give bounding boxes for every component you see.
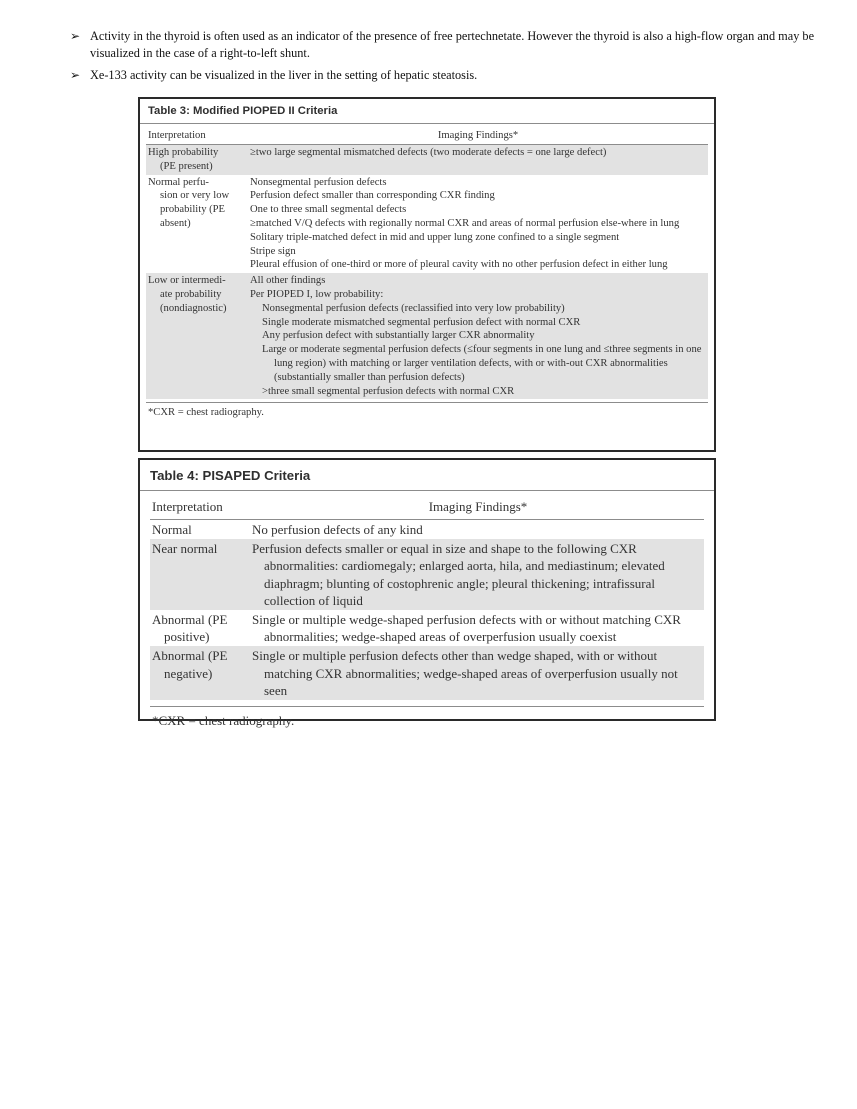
interpretation-line: positive) <box>164 629 210 645</box>
sub-finding-item: Large or moderate segmental perfusion defects (≤four segments in one lung and ≤three segments in one lung region) with matching or larger ventilation defects, with or with-out CXR abnormalities (substantially smaller than perfusion defects) <box>262 344 702 383</box>
interpretation-line: Near normal <box>152 541 218 557</box>
header-interpretation: Interpretation <box>152 499 223 514</box>
finding-item: Nonsegmental perfusion defects <box>250 176 387 188</box>
interpretation-line: Normal <box>152 522 192 537</box>
bullet-item <box>64 67 824 84</box>
table-row-low-intermediate <box>146 273 708 399</box>
findings-cell: No perfusion defects of any kind <box>252 522 423 537</box>
bullet-list <box>64 28 824 90</box>
table-header-row <box>146 127 708 145</box>
table-row-high-probability <box>146 145 708 175</box>
table-row-near-normal <box>150 539 704 610</box>
interpretation-line: Low or intermedi- <box>148 275 226 287</box>
findings-cell <box>250 274 708 398</box>
arrow-bullet-icon: ➢ <box>70 68 81 82</box>
sub-finding-item: Nonsegmental perfusion defects (reclassified into very low probability) <box>262 302 565 314</box>
table-footnote: *CXR = chest radiography. <box>150 706 704 729</box>
interpretation-line: (PE present) <box>160 160 213 172</box>
interpretation-cell <box>152 521 252 538</box>
interpretation-line: absent) <box>160 217 191 229</box>
interpretation-line: sion or very low <box>160 190 230 202</box>
table-row-abnormal-pe-positive <box>150 610 704 646</box>
arrow-bullet-icon: ➢ <box>70 29 81 43</box>
interpretation-line: Abnormal (PE <box>152 612 228 628</box>
finding-item: Perfusion defect smaller than corresponding CXR finding <box>250 190 495 202</box>
finding-item: ≥matched V/Q defects with regionally normal CXR and areas of normal perfusion else-where in lung <box>250 217 680 229</box>
header-imaging-findings: Imaging Findings* <box>437 130 519 141</box>
interpretation-cell <box>152 540 252 609</box>
interpretation-cell <box>148 274 250 398</box>
interpretation-line: High probability <box>148 147 219 158</box>
bullet-text: Activity in the thyroid is often used as an indicator of the presence of free pertechnetate. However the thyroid is also a high-flow organ and may be visualized in the case of a right-to-left shunt. <box>90 29 815 60</box>
table-title: Table 4: PISAPED Criteria <box>140 460 714 491</box>
findings-cell: Single or multiple perfusion defects other than wedge shaped, with or without matching CXR abnormalities; wedge-shaped areas of overperfusion usually not seen <box>252 648 678 698</box>
interpretation-cell <box>148 146 250 174</box>
findings-cell: Perfusion defects smaller or equal in size and shape to the following CXR abnormalities: cardiomegaly; enlarged aorta, hila, and mediastinum; elevated diaphragm; blunting of costophrenic angle; pleural thickening; intrafissural collection of liquid <box>252 541 665 608</box>
finding-item: Pleural effusion of one-third or more of pleural cavity with no other perfusion defect in either lung <box>250 259 668 271</box>
sub-finding-item: Any perfusion defect with substantially larger CXR abnormality <box>262 330 535 342</box>
sub-finding-item: >three small segmental perfusion defects with normal CXR <box>262 385 515 397</box>
table-header-row <box>150 497 704 520</box>
findings-cell <box>250 176 708 273</box>
bullet-item <box>64 28 824 61</box>
bullet-text: Xe-133 activity can be visualized in the liver in the setting of hepatic steatosis. <box>90 68 478 82</box>
finding-item: One to three small segmental defects <box>250 204 407 216</box>
header-interpretation: Interpretation <box>148 130 206 141</box>
finding-item: Per PIOPED I, low probability: <box>250 288 384 300</box>
header-imaging-findings: Imaging Findings* <box>428 499 528 514</box>
interpretation-line: negative) <box>164 665 213 681</box>
interpretation-line: Normal perfu- <box>148 176 209 188</box>
interpretation-cell <box>148 176 250 273</box>
interpretation-cell <box>152 611 252 645</box>
table-pisaped-criteria <box>138 458 716 729</box>
findings-cell <box>250 146 708 174</box>
table-row-normal <box>150 520 704 539</box>
finding-item: Stripe sign <box>250 245 296 257</box>
sub-finding-item: Single moderate mismatched segmental perfusion defect with normal CXR <box>262 316 581 328</box>
interpretation-line: probability (PE <box>160 204 226 216</box>
interpretation-line: (nondiagnostic) <box>160 302 227 314</box>
table-modified-pioped-ii <box>138 97 716 452</box>
finding-item: All other findings <box>250 275 326 287</box>
table-row-normal-very-low <box>146 175 708 274</box>
findings-cell: Single or multiple wedge-shaped perfusion defects with or without matching CXR abnormalities; wedge-shaped areas of overperfusion usually coexist <box>252 612 681 645</box>
table-title: Table 3: Modified PIOPED II Criteria <box>140 99 714 124</box>
interpretation-line: ate probability <box>160 288 222 300</box>
interpretation-line: Abnormal (PE <box>152 648 228 664</box>
finding-item: Solitary triple-matched defect in mid and upper lung zone confined to a single segment <box>250 231 620 243</box>
finding-item: ≥two large segmental mismatched defects (two moderate defects = one large defect) <box>250 147 607 158</box>
table-footnote: *CXR = chest radiography. <box>146 402 708 418</box>
interpretation-cell <box>152 647 252 699</box>
table-row-abnormal-pe-negative <box>150 646 704 700</box>
